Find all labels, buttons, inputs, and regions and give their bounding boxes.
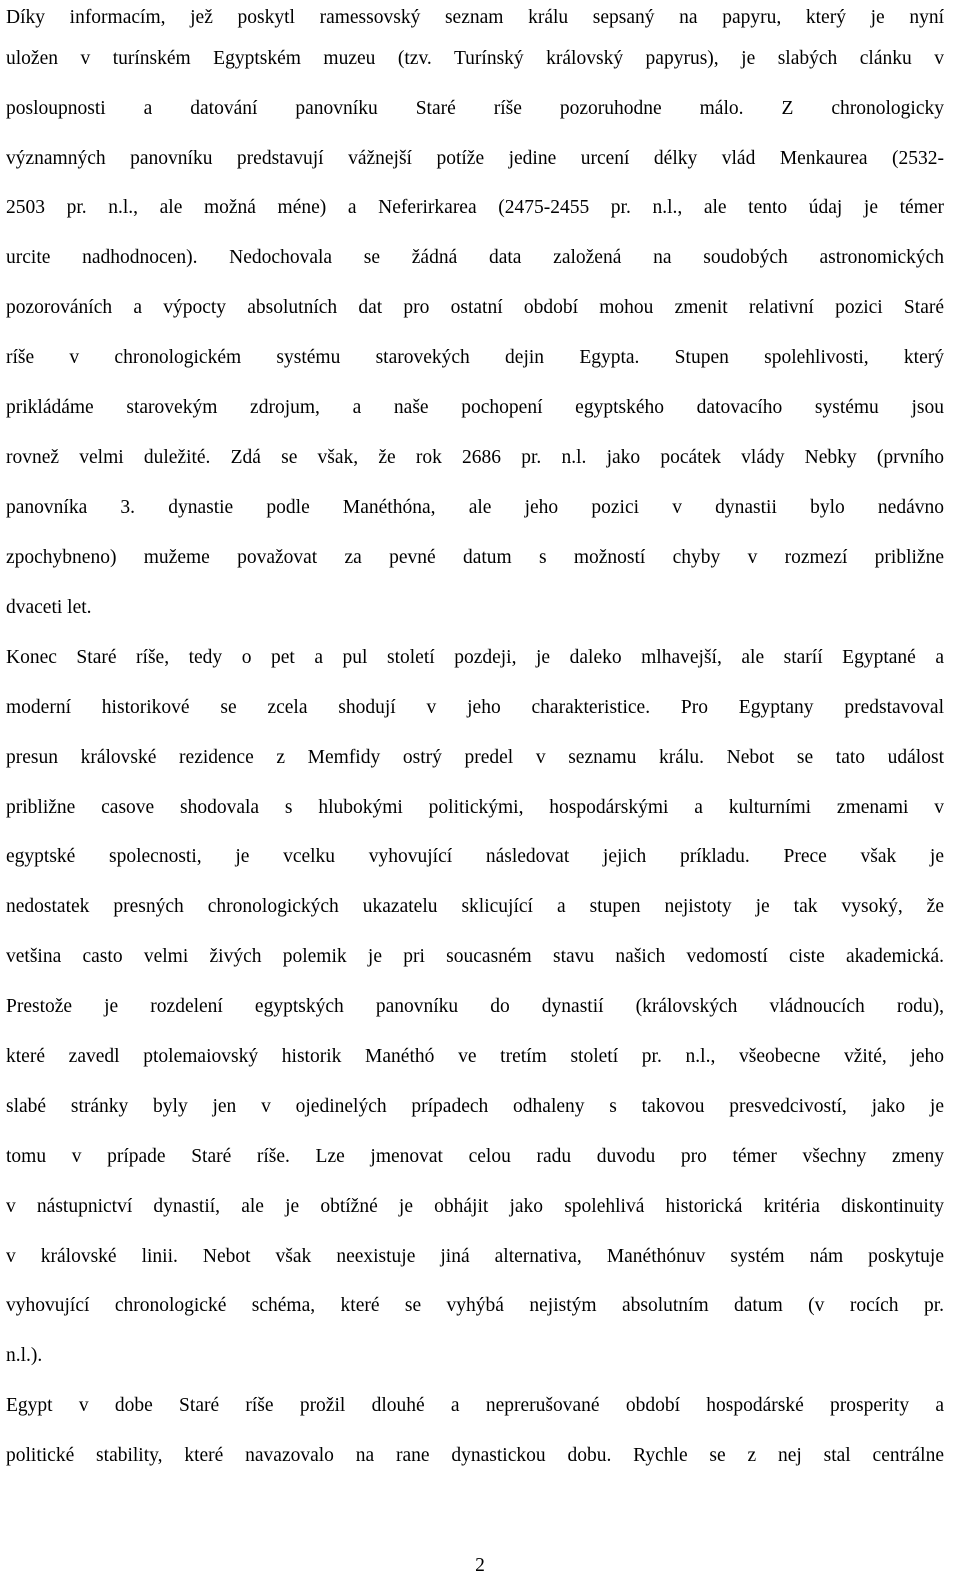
text-line: prikládáme starovekým zdrojum, a naše pochopení egyptského datovacího systému jsou	[6, 397, 944, 418]
text-line: urcite nadhodnocen). Nedochovala se žádná data založená na soudobých astronomických	[6, 247, 944, 268]
text-line: významných panovníku predstavují vážnejší potíže jedine urcení délky vlád Menkaurea (2532-	[6, 148, 944, 169]
text-line: nedostatek presných chronologických ukazatelu sklicující a stupen nejistoty je tak vysoký, že	[6, 896, 944, 917]
text-line: uložen v turínském Egyptském muzeu (tzv. Turínský královský papyrus), je slabých clánku v	[6, 48, 944, 69]
text-line: rovnež velmi duležité. Zdá se však, že rok 2686 pr. n.l. jako pocátek vlády Nebky (prvního	[6, 447, 944, 468]
text-line: tomu v prípade Staré ríše. Lze jmenovat celou radu duvodu pro témer všechny zmeny	[6, 1146, 944, 1167]
text-line: v nástupnictví dynastií, ale je obtížné je obhájit jako spolehlivá historická kritéria diskontinuity	[6, 1196, 944, 1217]
text-line: které zavedl ptolemaiovský historik Manéthó ve tretím století pr. n.l., všeobecne vžité, jeho	[6, 1046, 944, 1067]
text-line: moderní historikové se zcela shodují v jeho charakteristice. Pro Egyptany predstavoval	[6, 697, 944, 718]
text-line: vetšina casto velmi živých polemik je pri soucasném stavu našich vedomostí ciste akademická.	[6, 946, 944, 967]
text-line: vyhovující chronologické schéma, které se vyhýbá nejistým absolutním datum (v rocích pr.	[6, 1295, 944, 1316]
text-line: presun královské rezidence z Memfidy ostrý predel v seznamu králu. Nebot se tato událost	[6, 747, 944, 768]
text-line: v královské linii. Nebot však neexistuje jiná alternativa, Manéthónuv systém nám poskytuje	[6, 1246, 944, 1267]
text-line: Prestože je rozdelení egyptských panovníku do dynastií (královských vládnoucích rodu),	[6, 996, 944, 1017]
text-line: približne casove shodovala s hlubokými politickými, hospodárskými a kulturními zmenami v	[6, 797, 944, 818]
text-line: 2503 pr. n.l., ale možná méne) a Neferirkarea (2475-2455 pr. n.l., ale tento údaj je témer	[6, 197, 944, 218]
text-line: Konec Staré ríše, tedy o pet a pul století pozdeji, je daleko mlhavejší, ale staríí Egyptané a	[6, 647, 944, 668]
text-line: posloupnosti a datování panovníku Staré ríše pozoruhodne málo. Z chronologicky	[6, 98, 944, 119]
text-line: pozorováních a výpocty absolutních dat pro ostatní období mohou zmenit relativní pozici Staré	[6, 297, 944, 318]
text-line: n.l.).	[6, 1345, 43, 1366]
text-line: Egypt v dobe Staré ríše prožil dlouhé a neprerušované období hospodárské prosperity a	[6, 1395, 944, 1416]
page-number: 2	[475, 1555, 485, 1576]
text-line: politické stability, které navazovalo na rane dynastickou dobu. Rychle se z nej stal centrálne	[6, 1445, 944, 1466]
text-line: panovníka 3. dynastie podle Manéthóna, ale jeho pozici v dynastii bylo nedávno	[6, 497, 944, 518]
text-line: Díky informacím, jež poskytl ramessovský seznam králu sepsaný na papyru, který je nyní	[6, 7, 944, 28]
text-line: slabé stránky byly jen v ojedinelých prípadech odhaleny s takovou presvedcivostí, jako je	[6, 1096, 944, 1117]
text-line: ríše v chronologickém systému starovekých dejin Egypta. Stupen spolehlivosti, který	[6, 347, 944, 368]
text-line: egyptské spolecnosti, je vcelku vyhovující následovat jejich príkladu. Prece však je	[6, 846, 944, 867]
text-line: dvaceti let.	[6, 597, 92, 618]
text-line: zpochybneno) mužeme považovat za pevné datum s možností chyby v rozmezí približne	[6, 547, 944, 568]
